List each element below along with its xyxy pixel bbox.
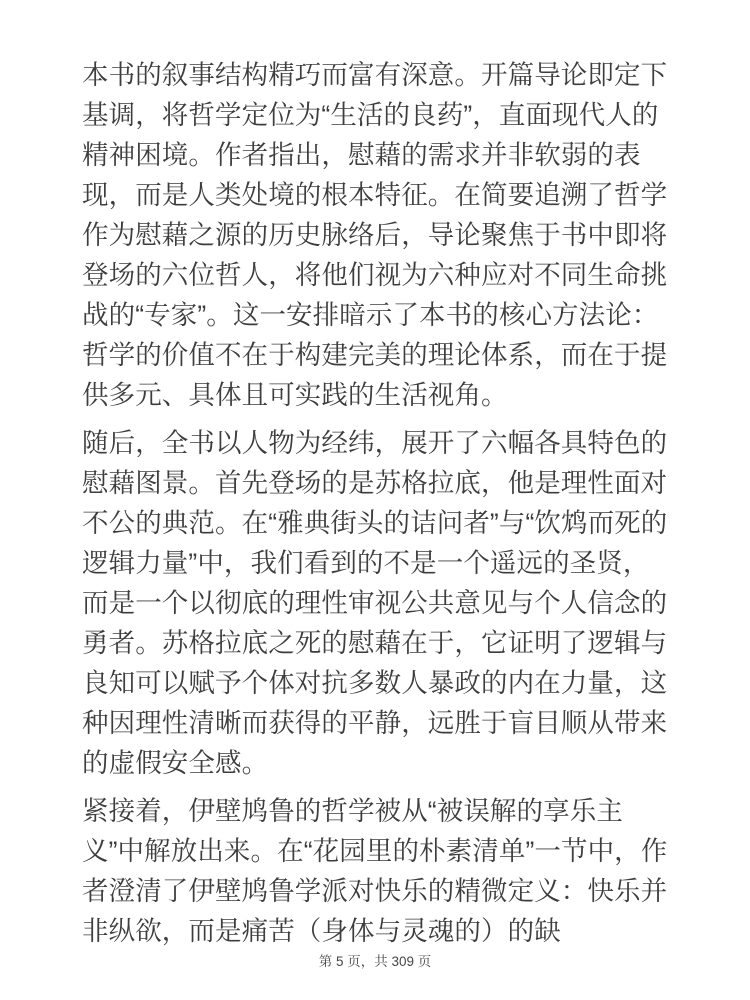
paragraph: 随后，全书以人物为经纬，展开了六幅各具特色的慰藉图景。首先登场的是苏格拉底，他是理性面对不公的典范。在“雅典街头的诘问者”与“饮鸩而死的逻辑力量”中，我们看到的不是一个遥远的圣贤，而是一个以彻底的理性审视公共意见与个人信念的勇者。苏格拉底之死的慰藉在于，它证明了逻辑与良知可以赋予个体对抗多数人暴政的内在力量，这种因理性清晰而获得的平静，远胜于盲目顺从带来的虚假安全感。 [82, 428, 668, 778]
paragraph: 紧接着，伊壁鸠鲁的哲学被从“被误解的享乐主义”中解放出来。在“花园里的朴素清单”一节中，作者澄清了伊壁鸠鲁学派对快乐的精微定义：快乐并非纵欲，而是痛苦（身体与灵魂的）的缺 [82, 796, 668, 946]
paragraph: 本书的叙事结构精巧而富有深意。开篇导论即定下基调，将哲学定位为“生活的良药”，直面现代人的精神困境。作者指出，慰藉的需求并非软弱的表现，而是人类处境的根本特征。在简要追溯了哲学作为慰藉之源的历史脉络后，导论聚焦于书中即将登场的六位哲人，将他们视为六种应对不同生命挑战的“专家”。这一安排暗示了本书的核心方法论：哲学的价值不在于构建完美的理论体系，而在于提供多元、具体且可实践的生活视角。 [82, 60, 668, 410]
document-body [82, 55, 668, 951]
page-number-indicator: 第 5 页，共 309 页 [318, 954, 432, 969]
